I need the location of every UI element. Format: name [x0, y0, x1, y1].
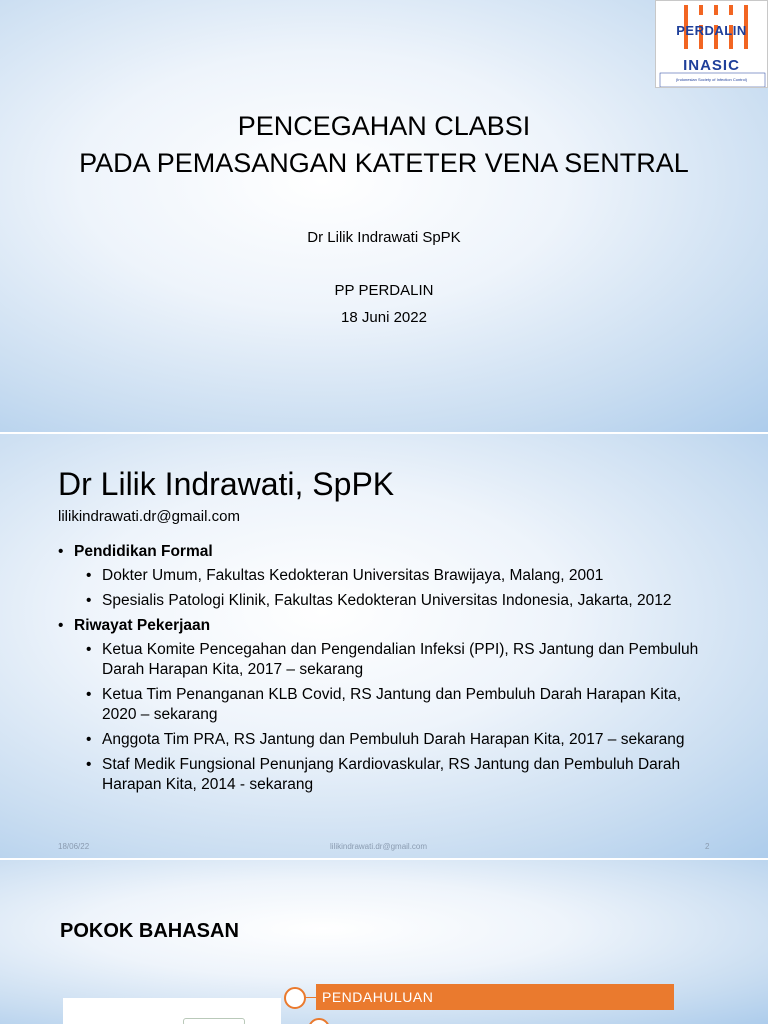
profile-list [58, 538, 718, 800]
bullet-icon: • [58, 617, 64, 634]
list-item [74, 755, 718, 795]
list-item [74, 591, 718, 611]
speaker-name: Dr Lilik Indrawati, SpPK [58, 466, 395, 502]
logo-subtitle: (Indonesian Society of Infection Control) [675, 77, 748, 82]
title-line-1: PENCEGAHAN CLABSI [237, 111, 531, 141]
organization: PP PERDALIN [334, 282, 434, 299]
list-item-text: Staf Medik Fungsional Penunjang Kardiovaskular, RS Jantung dan Pembuluh Darah Harapan Kita, 2014 - sekarang [102, 756, 681, 793]
section-work-history [58, 616, 718, 795]
catheter-image [63, 998, 281, 1024]
list-item [74, 730, 718, 750]
speaker-email: lilikindrawati.dr@gmail.com [58, 508, 240, 525]
globe-icon [656, 1, 768, 88]
bullet-icon: • [86, 641, 92, 658]
title-line-2: PADA PEMASANGAN KATETER VENA SENTRAL [79, 148, 689, 178]
agenda-item-pendahuluan: PENDAHULUAN [316, 984, 674, 1010]
agenda-circle-icon [284, 987, 306, 1009]
footer-date: 18/06/22 [58, 842, 90, 851]
agenda-heading: POKOK BAHASAN [60, 920, 239, 942]
logo-text-top: PERDALIN [676, 23, 747, 38]
list-item [74, 566, 718, 586]
slide-profile [0, 434, 768, 858]
list-item-text: Ketua Tim Penanganan KLB Covid, RS Jantung dan Pembuluh Darah Harapan Kita, 2020 – sekarang [102, 686, 682, 723]
slide-title [0, 0, 768, 432]
footer-email: lilikindrawati.dr@gmail.com [330, 842, 428, 851]
presenter-name: Dr Lilik Indrawati SpPK [307, 229, 461, 246]
slide-agenda [0, 860, 768, 1024]
logo-text-main: INASIC [683, 57, 740, 74]
bullet-icon: • [86, 756, 92, 773]
bullet-icon: • [86, 686, 92, 703]
section-heading: Riwayat Pekerjaan [74, 617, 211, 634]
footer-page-number: 2 [705, 842, 710, 851]
list-item-text: Anggota Tim PRA, RS Jantung dan Pembuluh Darah Harapan Kita, 2017 – sekarang [102, 731, 685, 748]
section-heading: Pendidikan Formal [74, 543, 213, 560]
perdalin-logo [655, 0, 768, 88]
catheter-icon [183, 1018, 245, 1024]
list-item-text: Spesialis Patologi Klinik, Fakultas Kedokteran Universitas Indonesia, Jakarta, 2012 [102, 592, 672, 609]
presentation-date: 18 Juni 2022 [341, 309, 427, 326]
bullet-icon: • [58, 543, 64, 560]
list-item-text: Ketua Komite Pencegahan dan Pengendalian Infeksi (PPI), RS Jantung dan Pembuluh Darah Harapan Kita, 2017 – sekarang [102, 641, 699, 678]
list-item [74, 640, 718, 680]
bullet-icon: • [86, 567, 92, 584]
list-item [74, 685, 718, 725]
agenda-circle-icon [308, 1018, 330, 1024]
bullet-icon: • [86, 592, 92, 609]
section-education [58, 542, 718, 611]
bullet-icon: • [86, 731, 92, 748]
presentation-title [0, 108, 768, 182]
list-item-text: Dokter Umum, Fakultas Kedokteran Universitas Brawijaya, Malang, 2001 [102, 567, 604, 584]
